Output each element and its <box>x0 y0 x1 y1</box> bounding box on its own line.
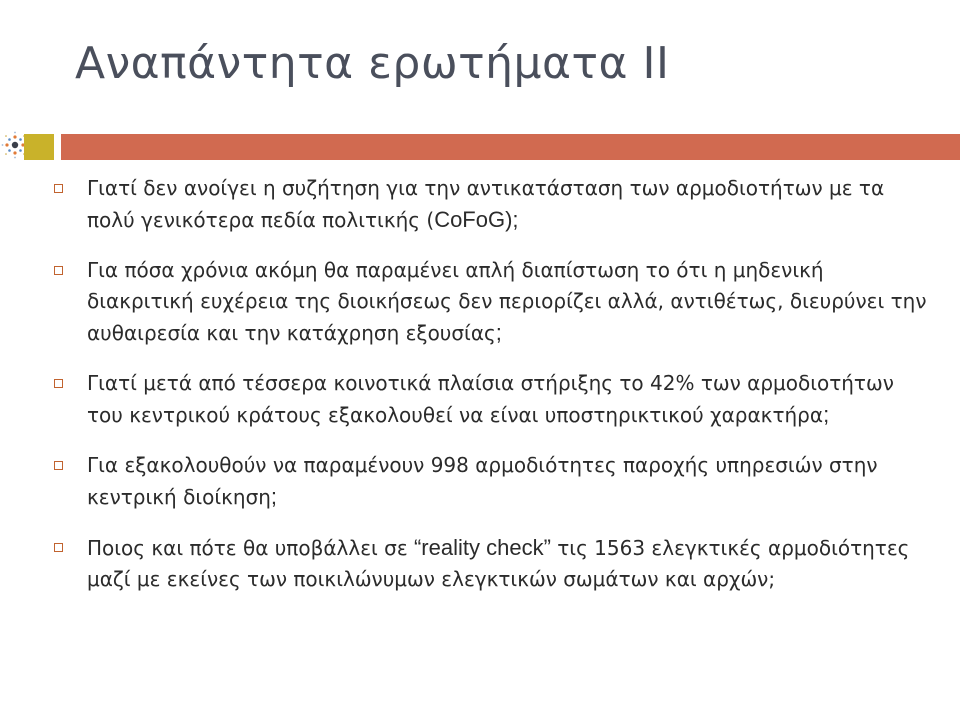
title-accent-orange-band <box>61 134 960 160</box>
bullet-latin-text: ; <box>823 402 830 427</box>
bullet-text: Γιατί μετά από τέσσερα κοινοτικά πλαίσια στήριξης το 42% των αρμοδιοτήτων του κεντρικού κράτους εξακολουθεί να είναι υποστηρικτικού χαρακτήρα <box>87 371 894 427</box>
bullet-text-tail: τις 1563 ελεγκτικές αρμοδιότητες μαζί με εκείνες των ποικιλώνυμων ελεγκτικών σωμάτων και αρχών; <box>87 536 910 591</box>
square-bullet-icon <box>54 379 63 388</box>
bullet-text: Για εξακολουθούν να παραμένουν 998 αρμοδιότητες παροχής υπηρεσιών στην κεντρική διοίκηση <box>87 453 878 509</box>
square-bullet-icon <box>54 184 63 193</box>
bullet-text: Γιατί δεν ανοίγει η συζήτηση για την αντικατάσταση των αρμοδιοτήτων με τα πολύ γενικότερα πεδία πολιτικής ( <box>87 176 885 232</box>
square-bullet-icon <box>54 461 63 470</box>
bullet-item <box>50 255 930 349</box>
bullet-item <box>50 450 930 513</box>
bullet-text: Για πόσα χρόνια ακόμη θα παραμένει απλή διαπίστωση το ότι η μηδενική διακριτική ευχέρεια της διοικήσεως δεν περιορίζει αλλά, αντιθέτως, διευρύνει την αυθαιρεσία και την κατάχρηση εξουσίας <box>87 258 927 345</box>
bullet-item <box>50 532 930 595</box>
square-bullet-icon <box>54 543 63 552</box>
bullet-item <box>50 368 930 431</box>
title-accent-gold-block <box>24 134 54 160</box>
bullet-list <box>50 173 930 614</box>
bullet-latin-text: CoFoG); <box>434 207 519 232</box>
slide-title: Αναπάντητα ερωτήματα ΙΙ <box>75 38 670 89</box>
bullet-latin-text: ; <box>270 484 278 509</box>
bullet-item <box>50 173 930 236</box>
bullet-latin-text: ; <box>495 320 502 345</box>
square-bullet-icon <box>54 266 63 275</box>
bullet-text: Ποιος και πότε θα υποβάλλει σε <box>87 536 414 560</box>
bullet-latin-text: “reality check” <box>413 535 551 560</box>
